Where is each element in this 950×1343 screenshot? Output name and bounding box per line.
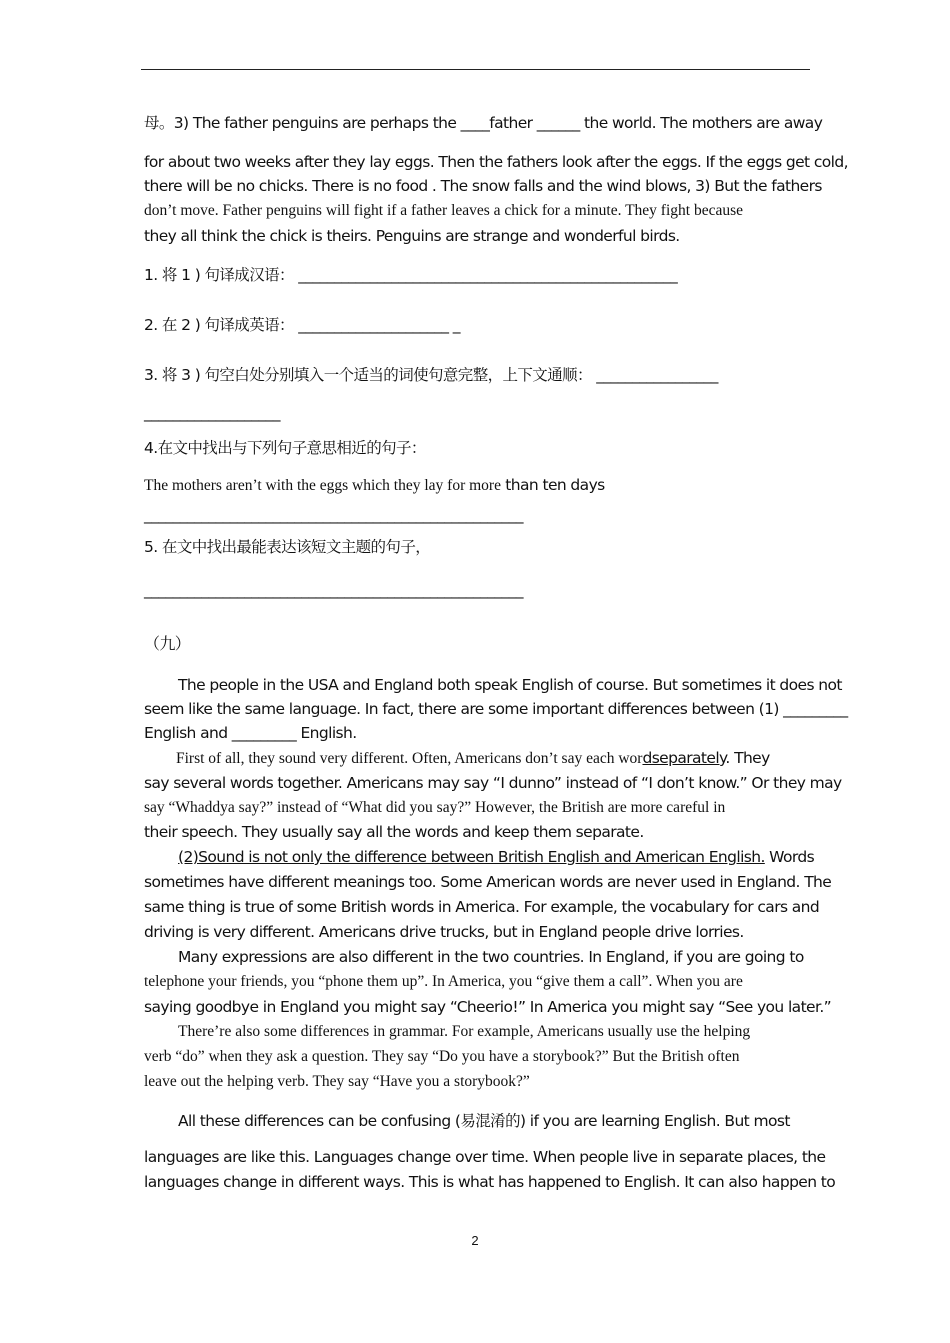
- passage-line: 母。3) The father penguins are perhaps the ____father ______ the world. The mothers are away: [144, 114, 823, 132]
- underlined-word: dseparately: [642, 749, 726, 767]
- passage-line: their speech. They usually say all the words and keep them separate.: [144, 823, 644, 841]
- question-4: 4.在文中找出与下列句子意思相近的句子：: [144, 439, 426, 457]
- passage-line: don’t move. Father penguins will fight if a father leaves a chick for a minute. They fight because: [144, 202, 744, 219]
- underlined-sentence: (2)Sound is not only the difference between British English and American English.: [178, 848, 765, 866]
- passage-line: [176, 748, 846, 769]
- question-5-answer-line: _____________________________________________________: [144, 581, 523, 599]
- passage-text: . They: [725, 749, 770, 767]
- question-3: 3. 将 3 ) 句空白处分别填入一个适当的词使句意完整，上下文通顺： _________________: [144, 366, 718, 384]
- passage-text: First of all, they sound very different. Often, Americans don’t say each wor: [176, 750, 643, 767]
- question-2: 2. 在 2 ) 句译成英语： _____________________ _: [144, 316, 460, 334]
- passage-line: they all think the chick is theirs. Penguins are strange and wonderful birds.: [144, 227, 680, 245]
- passage-line: say “Whaddya say?” instead of “What did you say?” However, the British are more careful in: [144, 799, 726, 816]
- passage-text: Words: [764, 848, 815, 866]
- passage-line: for about two weeks after they lay eggs. Then the fathers look after the eggs. If the eggs get cold,: [144, 153, 848, 171]
- passage-line: telephone your friends, you “phone them up”. In America, you “give them a call”. When you are: [144, 973, 743, 990]
- passage-line: same thing is true of some British words in America. For example, the vocabulary for cars and: [144, 898, 820, 916]
- passage-line: verb “do” when they ask a question. They say “Do you have a storybook?” But the British often: [144, 1048, 740, 1065]
- passage-line: Many expressions are also different in the two countries. In England, if you are going to: [178, 948, 804, 966]
- question-4-sentence: [144, 475, 814, 496]
- page-number: 2: [471, 1233, 479, 1248]
- question-3-answer-line: ___________________: [144, 404, 280, 422]
- passage-line: languages change in different ways. This is what has happened to English. It can also happen to: [144, 1173, 836, 1191]
- question-4-sentence-part: The mothers aren’t with the eggs which they lay for more: [144, 477, 501, 494]
- question-1: 1. 将 1 ) 句译成汉语： _____________________________________________________: [144, 266, 678, 284]
- passage-line: English and _________ English.: [144, 724, 357, 742]
- passage-line: driving is very different. Americans drive trucks, but in England people drive lorries.: [144, 923, 744, 941]
- passage-line: All these differences can be confusing (易混淆的) if you are learning English. But most: [178, 1112, 790, 1130]
- question-4-answer-line: _____________________________________________________: [144, 506, 523, 524]
- question-4-sentence-part: than ten days: [500, 476, 605, 494]
- header-rule: [141, 69, 810, 70]
- passage-line: say several words together. Americans may say “I dunno” instead of “I don’t know.” Or they may: [144, 774, 842, 792]
- passage-line: there will be no chicks. There is no food . The snow falls and the wind blows, 3) But the fathers: [144, 177, 822, 195]
- passage-line: saying goodbye in England you might say “Cheerio!” In America you might say “See you later.”: [144, 998, 832, 1016]
- passage-line: leave out the helping verb. They say “Have you a storybook?”: [144, 1073, 530, 1090]
- section-heading: （九）: [144, 634, 191, 653]
- passage-line: languages are like this. Languages change over time. When people live in separate places, the: [144, 1148, 826, 1166]
- question-5: 5. 在文中找出最能表达该短文主题的句子，: [144, 538, 431, 556]
- passage-line: seem like the same language. In fact, there are some important differences between (1) _________: [144, 700, 848, 718]
- passage-line: There’re also some differences in grammar. For example, Americans usually use the helping: [178, 1023, 751, 1040]
- passage-line: The people in the USA and England both speak English of course. But sometimes it does not: [178, 676, 842, 694]
- passage-line: [178, 847, 848, 867]
- passage-line: sometimes have different meanings too. Some American words are never used in England. The: [144, 873, 832, 891]
